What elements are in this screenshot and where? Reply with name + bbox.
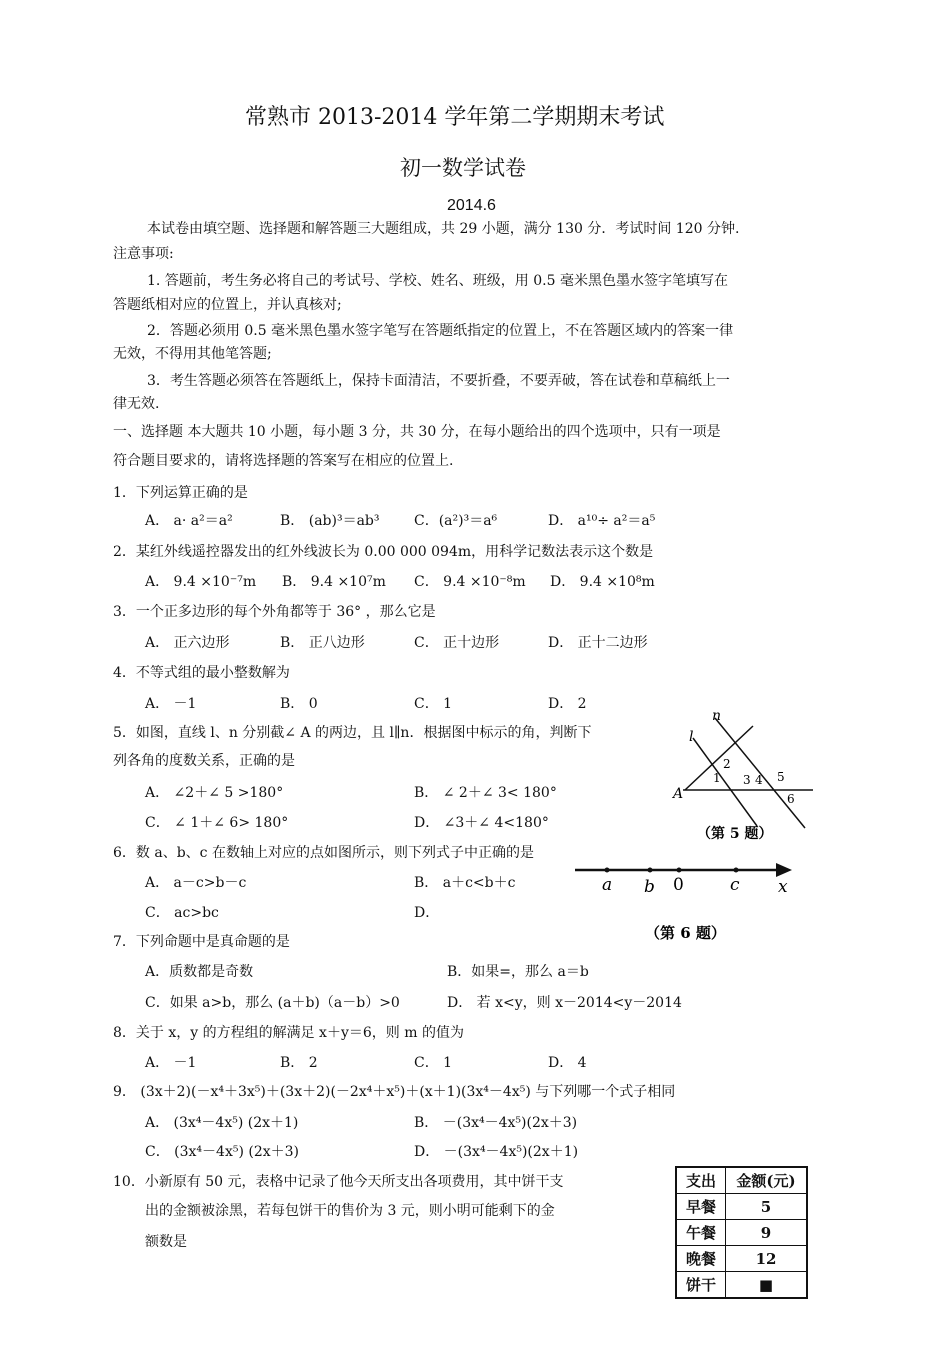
question-9-option-b: B． －(3x⁴－4x⁵)(2x＋3) (414, 1115, 578, 1131)
note-2-cont: 无效，不得用其他笔答题; (113, 346, 272, 362)
question-3-stem: 3．一个正多边形的每个外角都等于 36° ，那么它是 (113, 604, 436, 620)
question-3-option-c: C． 正十边形 (414, 635, 500, 651)
question-6-option-d: D． (414, 905, 440, 921)
expense-table (675, 1166, 808, 1299)
question-10-stem-cont: 出的金额被涂黑，若每包饼干的售价为 3 元，则小明可能剩下的金 (145, 1203, 555, 1219)
question-8-option-c: C． 1 (414, 1055, 453, 1071)
question-7-stem: 7．下列命题中是真命题的是 (113, 934, 290, 950)
figure-5-diagram (665, 708, 820, 848)
angle-4: 4 (755, 773, 763, 787)
note-1: 1. 答题前，考生务必将自己的考试号、学校、姓名、班级，用 0.5 毫米黑色墨水签字笔填写在 (147, 273, 728, 289)
question-5-option-a: A． ∠2＋∠ 5 >180° (145, 785, 284, 801)
question-7-option-d: D． 若 x<y，则 x－2014<y－2014 (447, 995, 682, 1011)
figure-6-caption: （第 6 题） (645, 924, 726, 942)
question-2-option-a: A． 9.4 ×10⁻⁷m (145, 574, 257, 590)
intro-line: 本试卷由填空题、选择题和解答题三大题组成，共 29 小题，满分 130 分．考试时间 120 分钟. (147, 221, 740, 237)
angle-1: 1 (713, 771, 721, 785)
question-5-option-b: B． ∠ 2＋∠ 3< 180° (414, 785, 557, 801)
page-subtitle: 初一数学试卷 (400, 156, 526, 180)
label-n: n (712, 708, 722, 724)
note-1-cont: 答题纸相对应的位置上，并认真核对; (113, 297, 342, 313)
label-A: A (673, 786, 684, 802)
question-4-option-b: B． 0 (280, 696, 318, 712)
table-cell: 9 (726, 1220, 808, 1246)
angle-2: 2 (723, 757, 731, 771)
question-3-option-d: D． 正十二边形 (548, 635, 648, 651)
point-c-label: c (730, 875, 740, 895)
question-2-option-c: C． 9.4 ×10⁻⁸m (414, 574, 526, 590)
page-title: 常熟市 2013-2014 学年第二学期期末考试 (245, 105, 665, 130)
exam-date: 2014.6 (447, 197, 496, 214)
question-2-option-d: D． 9.4 ×10⁸m (550, 574, 655, 590)
question-7-option-b: B．如果=，那么 a＝b (447, 964, 589, 980)
table-header-cell: 金额(元) (726, 1167, 808, 1194)
question-5-stem-cont: 列各角的度数关系，正确的是 (113, 753, 295, 769)
table-cell: ■ (726, 1272, 808, 1299)
note-3-cont: 律无效. (113, 396, 160, 412)
point-b-label: b (644, 877, 655, 897)
question-9-stem: 9． (3x＋2)(－x⁴＋3x⁵)＋(3x＋2)(－2x⁴＋x⁵)＋(x＋1)(3x⁴－4x⁵) 与下列哪一个式子相同 (113, 1084, 676, 1100)
table-header-cell: 支出 (676, 1167, 726, 1194)
table-row (676, 1194, 807, 1220)
angle-3: 3 (743, 773, 751, 787)
question-5-option-c: C． ∠ 1＋∠ 6> 180° (145, 815, 289, 831)
section-instructions: 符合题目要求的，请将选择题的答案写在相应的位置上. (113, 453, 454, 469)
question-6-stem: 6．数 a、b、c 在数轴上对应的点如图所示，则下列式子中正确的是 (113, 845, 534, 861)
question-7-option-c: C．如果 a>b，那么 (a＋b)（a－b）>0 (145, 995, 400, 1011)
question-8-option-a: A． －1 (145, 1055, 197, 1071)
question-8-stem: 8．关于 x，y 的方程组的解满足 x＋y＝6，则 m 的值为 (113, 1025, 464, 1041)
table-cell: 5 (726, 1194, 808, 1220)
question-10-stem: 10．小新原有 50 元，表格中记录了他今天所支出各项费用，其中饼干支 (113, 1174, 564, 1190)
question-1-stem: 1．下列运算正确的是 (113, 485, 248, 501)
question-10-stem-cont-2: 额数是 (145, 1234, 187, 1250)
question-4-option-d: D． 2 (548, 696, 587, 712)
point-a-label: a (602, 875, 613, 895)
question-9-option-d: D． －(3x⁴－4x⁵)(2x＋1) (414, 1144, 579, 1160)
table-cell: 饼干 (676, 1272, 726, 1299)
axis-x-label: x (778, 877, 788, 897)
question-8-option-d: D． 4 (548, 1055, 587, 1071)
table-row (676, 1246, 807, 1272)
note-3: 3．考生答题必须答在答题纸上，保持卡面清洁，不要折叠，不要弄破，答在试卷和草稿纸上一 (147, 373, 730, 389)
question-5-stem: 5．如图，直线 l、n 分别截∠ A 的两边，且 l∥n．根据图中标示的角，判断下 (113, 725, 592, 741)
question-3-option-b: B． 正八边形 (280, 635, 365, 651)
question-6-option-c: C． ac>bc (145, 905, 219, 921)
table-cell: 晚餐 (676, 1246, 726, 1272)
question-5-option-d: D． ∠3＋∠ 4<180° (414, 815, 549, 831)
question-6-option-b: B． a＋c<b＋c (414, 875, 516, 891)
question-1-option-c: C．(a²)³＝a⁶ (414, 513, 498, 529)
figure-5-caption: （第 5 题） (697, 826, 773, 842)
question-1-option-d: D． a¹⁰÷ a²＝a⁵ (548, 513, 656, 529)
table-header-row (676, 1167, 807, 1194)
question-1-option-a: A． a· a²＝a² (145, 513, 233, 529)
angle-5: 5 (777, 770, 785, 784)
question-2-stem: 2．某红外线遥控器发出的红外线波长为 0.00 000 094m，用科学记数法表示这个数是 (113, 544, 654, 560)
table-cell: 早餐 (676, 1194, 726, 1220)
question-7-option-a: A．质数都是奇数 (145, 964, 254, 980)
label-l: l (689, 729, 694, 745)
question-4-stem: 4．不等式组的最小整数解为 (113, 665, 290, 681)
table-row (676, 1220, 807, 1246)
question-1-option-b: B． (ab)³＝ab³ (280, 513, 380, 529)
angle-6: 6 (787, 792, 795, 806)
question-9-option-a: A． (3x⁴－4x⁵) (2x＋1) (145, 1115, 299, 1131)
note-2: 2．答题必须用 0.5 毫米黑色墨水签字笔写在答题纸指定的位置上，不在答题区域内的答案一律 (147, 323, 734, 339)
table-cell: 12 (726, 1246, 808, 1272)
figure-6-number-line (570, 858, 800, 948)
question-3-option-a: A． 正六边形 (145, 635, 230, 651)
question-8-option-b: B． 2 (280, 1055, 318, 1071)
table-cell: 午餐 (676, 1220, 726, 1246)
question-9-option-c: C． (3x⁴－4x⁵) (2x＋3) (145, 1144, 299, 1160)
question-6-option-a: A． a－c>b－c (145, 875, 247, 891)
section-heading: 一、选择题 本大题共 10 小题，每小题 3 分，共 30 分，在每小题给出的四个选项中，只有一项是 (113, 424, 721, 440)
question-4-option-c: C． 1 (414, 696, 453, 712)
table-row (676, 1272, 807, 1299)
notes-title: 注意事项: (113, 246, 174, 262)
question-2-option-b: B． 9.4 ×10⁷m (282, 574, 386, 590)
question-4-option-a: A． －1 (145, 696, 197, 712)
origin-label: 0 (673, 875, 684, 895)
